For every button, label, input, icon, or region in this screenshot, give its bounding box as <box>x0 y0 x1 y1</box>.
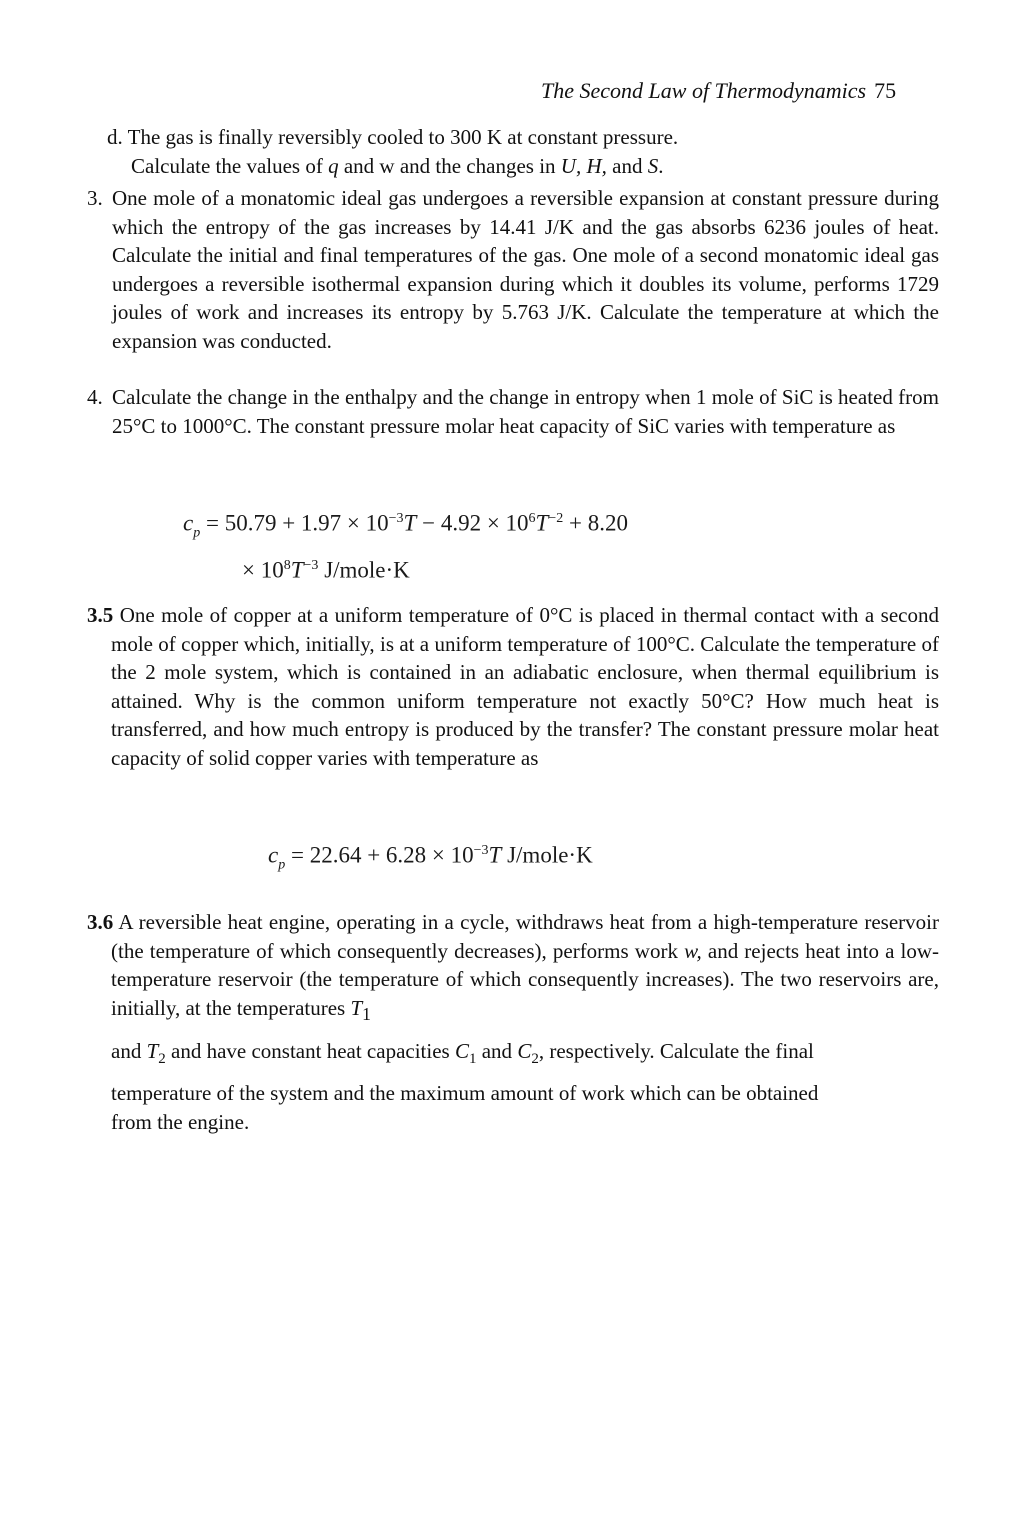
var-t1-sub: 1 <box>362 1003 371 1024</box>
text: , respectively. Calculate the final <box>538 1038 814 1063</box>
eq-lhs: c <box>268 842 279 868</box>
problem-body <box>87 601 939 773</box>
equation-sic-heat-capacity <box>183 502 628 587</box>
equation-line2 <box>183 549 628 587</box>
eq-exp: −3 <box>303 558 319 574</box>
equation-copper-heat-capacity <box>268 834 593 881</box>
eq-term: − 4.92 × 10 <box>416 510 529 536</box>
eq-lhs-sub: p <box>278 857 286 873</box>
problem-line <box>87 1037 939 1074</box>
eq-exp: −3 <box>388 511 404 526</box>
eq-var: T <box>290 557 304 583</box>
problem-number: 3.6 <box>87 910 114 934</box>
var-t2-sub: 2 <box>158 1050 166 1067</box>
text: and <box>606 153 648 178</box>
eq-exp: −3 <box>473 843 489 858</box>
problem-body <box>87 908 939 1029</box>
problem-text: A reversible heat engine, operating in a cycle, withdraws heat from a high-temperature reservoir (the temperature of which consequently decreases), performs work <box>111 910 939 963</box>
var-c2: C <box>517 1038 532 1063</box>
text: and have constant heat capacities <box>165 1038 455 1063</box>
problem-text: One mole of a monatomic ideal gas undergoes a reversible expansion at constant pressure during which the entropy of the gas increases by 14.41 J/K and the gas absorbs 6236 joules of heat. Calculate the initial and final temperatures of the gas. One mole of a second monatomic ideal gas undergoes a reversible isothermal expansion during which it doubles its volume, performs 1729 joules of work and increases its entropy by 5.763 J/K. Calculate the temperature at which the expansion was conducted. <box>112 186 939 353</box>
eq-var: T <box>403 510 417 536</box>
item-d <box>107 123 947 180</box>
item-d-line2 <box>107 152 947 181</box>
problem-text: Calculate the change in the enthalpy and the change in entropy when 1 mole of SiC is heated from 25°C to 1000°C. The constant pressure molar heat capacity of SiC varies with temperature as <box>112 385 939 438</box>
text: Calculate the values of <box>131 153 329 178</box>
problem-4 <box>87 383 939 440</box>
eq-var: T <box>535 510 549 536</box>
problem-3-6 <box>87 908 939 1137</box>
eq-term: + 8.20 <box>563 510 628 536</box>
text: . <box>658 153 664 178</box>
var-c1-sub: 1 <box>468 1050 477 1067</box>
problem-number: 3. <box>87 186 103 210</box>
equation-line1 <box>183 502 628 549</box>
problem-3-5 <box>87 601 939 773</box>
problem-line: from the engine. <box>111 1109 250 1134</box>
eq-unit: J/mole·K <box>501 842 593 868</box>
var-c2-sub: 2 <box>531 1050 539 1067</box>
var-w: w, <box>684 938 702 963</box>
item-d-line1: d. The gas is finally reversibly cooled to 300 K at constant pressure. <box>107 125 679 149</box>
problem-3 <box>87 184 939 356</box>
problem-text: and rejects heat into a low-temperature reservoir (the temperature of which consequently increases). The two reservoirs are, initially, at the temperatures <box>111 938 939 1020</box>
running-title: The Second Law of Thermodynamics <box>541 78 867 103</box>
text: and <box>476 1038 518 1063</box>
var-t1: T <box>350 995 363 1020</box>
eq-exp: 6 <box>528 511 536 526</box>
page-number: 75 <box>874 78 897 103</box>
text: and <box>111 1038 147 1063</box>
eq-term: = 22.64 + 6.28 × 10 <box>285 842 474 868</box>
running-header <box>541 78 896 104</box>
vars-uh: U, H, <box>560 153 607 178</box>
var-q: q <box>328 153 339 178</box>
text: and w and the changes in <box>338 153 561 178</box>
eq-var: T <box>488 842 502 868</box>
eq-lhs-sub: p <box>193 525 201 541</box>
problem-number: 4. <box>87 385 103 409</box>
problem-line: temperature of the system and the maximum amount of work which can be obtained <box>111 1081 819 1106</box>
problem-number: 3.5 <box>87 603 114 627</box>
eq-lhs: c <box>183 510 194 536</box>
eq-exp: 8 <box>283 558 291 574</box>
eq-unit: J/mole·K <box>318 557 410 583</box>
var-t2: T <box>146 1038 159 1063</box>
eq-term: × 10 <box>242 557 284 583</box>
eq-exp: −2 <box>548 511 564 526</box>
var-c1: C <box>454 1038 469 1063</box>
eq-term: = 50.79 + 1.97 × 10 <box>200 510 389 536</box>
var-s: S <box>647 153 659 178</box>
problem-text: One mole of copper at a uniform temperature of 0°C is placed in thermal contact with a second mole of copper which, initially, is at a uniform temperature of 100°C. Calculate the temperature of the 2 mole system, which is contained in an adiabatic enclosure, when thermal equilibrium is attained. Why is the common uniform temperature not exactly 50°C? How much heat is transferred, and how much entropy is produced by the transfer? The constant pressure molar heat capacity of solid copper varies with temperature as <box>111 603 939 770</box>
